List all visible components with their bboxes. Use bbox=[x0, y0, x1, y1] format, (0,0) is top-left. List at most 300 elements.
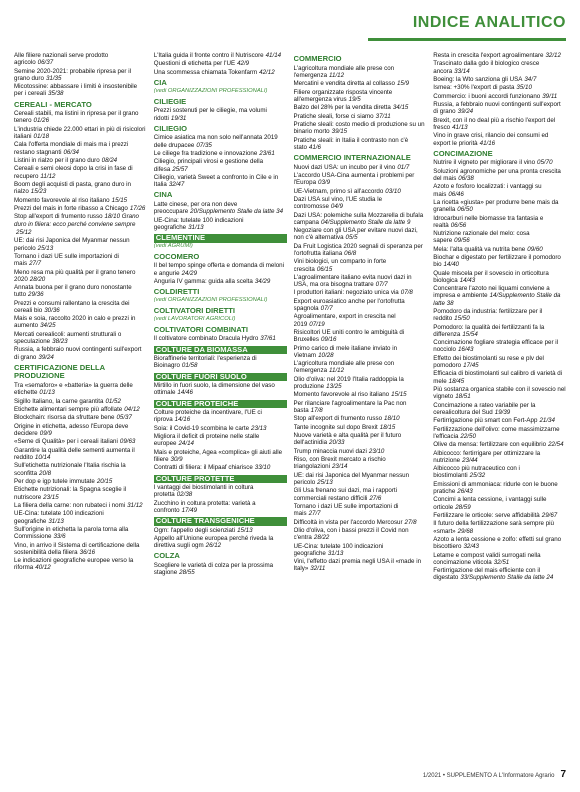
index-entry bbox=[433, 76, 566, 83]
entry-title: Mais e soia, raccolto 2020 in calo e prezzi in aumento bbox=[14, 315, 136, 330]
entry-title: Prezzi e consumi rallentano la crescita dei cereali bio bbox=[14, 299, 130, 314]
entry-title: L'agricoltura mondiale alle prese con l'emergenza bbox=[293, 360, 395, 375]
index-entry bbox=[294, 391, 427, 398]
index-entry bbox=[14, 237, 147, 251]
entry-page-ref: 14/16 bbox=[174, 416, 191, 424]
index-entry bbox=[433, 270, 566, 284]
section-title: CLEMENTINE bbox=[154, 234, 287, 243]
index-entry bbox=[433, 402, 566, 416]
index-entry bbox=[294, 456, 427, 470]
entry-page-ref: 01/7 bbox=[397, 163, 410, 171]
index-entry bbox=[294, 196, 427, 210]
entry-page-ref: 15/23 bbox=[30, 188, 47, 196]
index-entry bbox=[14, 331, 147, 345]
entry-page-ref: 17/8 bbox=[310, 407, 323, 415]
section-title: CINA bbox=[153, 190, 173, 200]
entry-page-ref: 01/18 bbox=[33, 132, 50, 140]
index-entry bbox=[433, 324, 566, 338]
entry-title: Trump minaccia nuovi dazi bbox=[293, 447, 367, 455]
entry-title: Alle filiere nazionali serve prodotto agricolo bbox=[14, 52, 109, 67]
index-entry bbox=[14, 423, 147, 437]
index-entry bbox=[14, 438, 147, 445]
entry-page-ref: 07/35 bbox=[196, 141, 212, 149]
index-entry bbox=[433, 308, 566, 322]
entry-page-ref: 15/13 bbox=[237, 526, 253, 534]
entry-page-ref: 24/14 bbox=[178, 440, 194, 448]
entry-page-ref: 18/45 bbox=[448, 377, 465, 385]
entry-title: Pomodoro da industria: fertilizzare per il reddito bbox=[433, 308, 543, 323]
entry-page-ref: 33/6 bbox=[53, 533, 66, 541]
section-title: CONCIMAZIONE bbox=[433, 148, 493, 158]
entry-title: Micotossine: abbassare i limiti è insostenibile per i cereali bbox=[14, 83, 138, 98]
entry-page-ref: 15/50 bbox=[454, 315, 470, 323]
entry-page-ref: 06/8 bbox=[344, 249, 357, 257]
entry-page-ref: 28/20 bbox=[29, 275, 46, 283]
index-entry bbox=[433, 117, 566, 131]
entry-page-ref: 32/51 bbox=[493, 558, 510, 566]
index-entry bbox=[14, 346, 147, 360]
index-entry bbox=[154, 150, 287, 157]
index-entry bbox=[154, 527, 287, 534]
entry-title: I produttori italiani: negoziato unica via bbox=[293, 289, 399, 297]
entry-title: Resta in crescita l'export agroalimentare bbox=[433, 52, 544, 59]
index-entry bbox=[154, 562, 287, 576]
index-section bbox=[433, 150, 566, 159]
entry-title: Sull'origine in etichetta la parola torna alla Commissione bbox=[14, 525, 129, 541]
entry-page-ref: 31/13 bbox=[327, 549, 344, 557]
index-entry bbox=[154, 60, 287, 67]
entry-page-ref: 18/10 Grano duro in filiera: ecco perché conviene sempre bbox=[14, 213, 139, 228]
entry-title: Bioraffinerie territoriali: l'esperienza di Bioinagro bbox=[153, 355, 257, 370]
entry-title: Migliora il deficit di proteine nelle stalle europee bbox=[153, 433, 260, 448]
entry-title: UE: dai risi Japonica del Myanmar nessun pericolo bbox=[293, 471, 410, 486]
entry-title: Cala l'offerta mondiale di mais ma i prezzi restano stagnanti bbox=[14, 141, 129, 156]
index-entry bbox=[14, 478, 147, 485]
entry-page-ref: 41/14 bbox=[265, 52, 282, 59]
index-section bbox=[154, 475, 287, 484]
index-section bbox=[154, 326, 287, 335]
entry-page-ref: 35/10 bbox=[516, 84, 532, 92]
entry-page-ref: 33/14 bbox=[454, 67, 470, 75]
index-entry bbox=[294, 188, 427, 195]
entry-page-ref: 07/7 bbox=[375, 281, 388, 289]
entry-title: Meno resa ma più qualità per il grano tenero 2020 bbox=[14, 268, 136, 283]
entry-page-ref: 29/36 bbox=[28, 291, 44, 299]
entry-page-ref: 34/29 bbox=[254, 277, 271, 285]
entry-title: Ciliegio, varietà Sweet a confronto in Cile e in Italia bbox=[153, 173, 279, 189]
entry-page-ref: 22/54 bbox=[548, 441, 564, 449]
index-entry bbox=[14, 68, 147, 82]
entry-title: Il bel tempo spinge offerta e domanda di meloni e angurie bbox=[153, 262, 284, 277]
entry-title: Effetto dei biostimolanti su rese e plv del pomodoro bbox=[433, 354, 544, 370]
entry-page-ref: 26/12 bbox=[205, 542, 222, 550]
section-see-also: (vedi ORGANIZZAZIONI PROFESSIONALI) bbox=[153, 87, 268, 94]
entry-page-ref: 34/7 bbox=[524, 75, 537, 83]
section-title: CIA bbox=[153, 77, 167, 87]
entry-title: L'agricoltura mondiale alle prese con l'emergenza bbox=[293, 64, 395, 79]
index-entry bbox=[154, 52, 287, 59]
index-entry bbox=[294, 65, 427, 79]
entry-title: Listini in rialzo per il grano duro bbox=[14, 156, 100, 164]
entry-title: Momento favorevole al riso italiano bbox=[14, 196, 110, 204]
index-entry bbox=[294, 121, 427, 135]
index-entry bbox=[294, 243, 427, 257]
index-entry bbox=[154, 262, 287, 276]
entry-title: Stop all'export di frumento russo bbox=[14, 213, 103, 221]
section-title: CILIEGIE bbox=[153, 96, 187, 106]
section-title: COMMERCIO bbox=[293, 54, 342, 63]
index-entry bbox=[433, 339, 566, 353]
entry-title: Gli Usa frenano sui dazi, ma i rapporti commerciali restano difficili bbox=[293, 487, 398, 502]
entry-title: Fertilizzare le orticole: serve affidabilità bbox=[433, 511, 540, 519]
entry-title: Prezzi del mais in forte ribasso a Chicago bbox=[14, 204, 128, 212]
entry-title: Filiere organizzate risposta vincente all'emergenza virus bbox=[293, 88, 393, 103]
index-column-4 bbox=[433, 52, 566, 760]
entry-title: Balzo del 28% per la vendita diretta bbox=[293, 104, 391, 112]
index-columns bbox=[14, 52, 566, 760]
index-entry bbox=[14, 398, 147, 405]
entry-title: Garantire la qualità delle sementi aumenta il reddito bbox=[14, 446, 135, 462]
entry-title: Pratiche sleali: in Italia il contrasto non c'è stato bbox=[293, 136, 409, 151]
entry-page-ref: 11/12 bbox=[329, 71, 345, 79]
entry-title: Pratiche sleali: costo medio di produzione su un binario morto bbox=[293, 120, 425, 136]
entry-page-ref: 25/32 bbox=[469, 472, 486, 480]
entry-page-ref: 18/51 bbox=[455, 393, 471, 401]
entry-title: Stop all'export di frumento russo bbox=[293, 415, 383, 423]
entry-title: Export euroasiatico anche per l'ortofrutta spagnola bbox=[293, 297, 405, 313]
index-entry bbox=[433, 441, 566, 448]
entry-page-ref: 23/44 bbox=[462, 456, 478, 464]
entry-page-ref: 06/15 bbox=[316, 265, 333, 273]
section-title: COLTIVATORI DIRETTI bbox=[153, 305, 236, 315]
entry-title: Semine 2020-2021: probabile ripresa per il grano duro bbox=[14, 67, 131, 82]
entry-title: Pratiche sleali, forse ci siamo bbox=[293, 112, 374, 120]
section-title: COLTIVATORI COMBINATI bbox=[153, 324, 248, 334]
index-entry bbox=[433, 450, 566, 464]
index-entry bbox=[14, 447, 147, 461]
entry-page-ref: 39/15 bbox=[331, 128, 348, 136]
entry-title: UE-Cina: tutelate 100 indicazioni geografiche bbox=[153, 216, 244, 231]
entry-title: Boeing: la Wto sanziona gli USA bbox=[433, 75, 523, 83]
section-see-also: (vedi LAVORATORI AGRICOLI) bbox=[153, 315, 236, 322]
entry-page-ref: 06/56 bbox=[450, 221, 467, 229]
entry-page-ref: 32/11 bbox=[310, 565, 326, 573]
entry-page-ref: 04/Supplemento Stalle da latte 9 bbox=[320, 218, 411, 226]
entry-page-ref: 25/57 bbox=[172, 165, 188, 173]
entry-title: Nutrizione razionale del melo: cosa sapere bbox=[433, 230, 530, 245]
entry-page-ref: 41/13 bbox=[452, 123, 468, 131]
entry-title: Da Fruit Logistica 2020 segnali di speranza per l'ortofrutta italiana bbox=[293, 242, 423, 257]
entry-page-ref: 06/50 bbox=[457, 206, 473, 214]
entry-page-ref: 39/24 bbox=[38, 353, 54, 361]
index-entry bbox=[154, 382, 287, 396]
index-entry bbox=[14, 229, 147, 236]
entry-page-ref: 13/25 bbox=[326, 383, 342, 391]
index-entry bbox=[154, 201, 287, 215]
entry-title: Idrocarburi nelle biomasse tra fantasia e realtà bbox=[433, 214, 544, 229]
entry-page-ref: 09/56 bbox=[454, 237, 470, 245]
index-entry bbox=[294, 424, 427, 431]
entry-title: Zucchino in coltura protetta: varietà a confronto bbox=[153, 499, 256, 514]
index-entry bbox=[433, 417, 566, 424]
index-entry bbox=[294, 400, 427, 414]
entry-page-ref: 31/12 bbox=[127, 501, 143, 509]
entry-title: Brexit, con il no deal più a rischio l'export del fresco bbox=[433, 116, 556, 131]
index-entry bbox=[294, 227, 427, 241]
entry-title: Scegliere le varietà di colza per la prossima stagione bbox=[153, 562, 274, 577]
index-entry bbox=[14, 542, 147, 556]
entry-title: Efficacia di biostimolanti sul calibro di varietà di mele bbox=[433, 370, 563, 385]
entry-title: Vino in grave crisi, rilancio dei consumi ed export le priorità bbox=[433, 132, 549, 147]
entry-page-ref: 20/Supplemento Stalle da latte 34 bbox=[190, 208, 284, 216]
entry-page-ref: 04/9 bbox=[330, 203, 343, 211]
entry-page-ref: 01/52 bbox=[105, 397, 121, 405]
index-entry bbox=[14, 486, 147, 500]
index-entry bbox=[294, 360, 427, 374]
index-entry bbox=[433, 465, 566, 479]
entry-title: Anguria IV gamma: guida alla scelta bbox=[153, 277, 253, 285]
entry-page-ref: 28/22 bbox=[313, 534, 330, 542]
entry-page-ref: 05/70 bbox=[537, 159, 553, 167]
index-entry bbox=[433, 52, 566, 59]
entry-title: Vini biologici, un comparto in forte crescita bbox=[293, 258, 387, 273]
entry-page-ref: 32/12 bbox=[545, 52, 561, 59]
entry-page-ref: 23/15 bbox=[43, 493, 59, 501]
index-entry bbox=[294, 212, 427, 226]
entry-title: Le ciliege fra tradizione e innovazione bbox=[153, 149, 258, 157]
entry-page-ref: 30/9 bbox=[170, 455, 183, 463]
index-entry bbox=[294, 472, 427, 486]
entry-title: Concimi a lenta cessione, i vantaggi sulle orticole bbox=[433, 496, 547, 511]
entry-page-ref: 27/6 bbox=[369, 494, 382, 502]
index-column-2 bbox=[154, 52, 287, 760]
entry-title: Fertirrigazione del mais efficiente con il digestato bbox=[433, 567, 541, 582]
index-entry bbox=[14, 269, 147, 283]
index-entry bbox=[433, 230, 566, 244]
index-entry bbox=[294, 329, 427, 343]
section-see-also: (vedi ORGANIZZAZIONI PROFESSIONALI) bbox=[153, 296, 268, 303]
entry-page-ref: 08/24 bbox=[101, 156, 118, 164]
entry-page-ref: 09/63 bbox=[119, 438, 136, 446]
index-entry bbox=[14, 157, 147, 164]
index-section bbox=[154, 191, 287, 200]
entry-title: Concentrare l'azoto nei liquami conviene a impresa e ambiente bbox=[433, 285, 550, 300]
index-section bbox=[294, 55, 427, 64]
entry-page-ref: 14/40 bbox=[443, 261, 459, 269]
index-entry bbox=[433, 426, 566, 440]
entry-page-ref: 26/43 bbox=[457, 488, 473, 495]
entry-title: Soia: il Covid-19 scombina le carte bbox=[153, 424, 250, 432]
index-entry bbox=[294, 164, 427, 171]
section-title: COLTURE DA BIOMASSA bbox=[154, 346, 287, 355]
index-entry bbox=[433, 512, 566, 519]
index-entry bbox=[14, 52, 147, 66]
entry-title: Prezzi sostenuti per le ciliegie, ma volumi ridotti bbox=[153, 107, 267, 122]
entry-page-ref: 06/34 bbox=[63, 148, 79, 156]
entry-page-ref: 34/25 bbox=[40, 322, 56, 330]
entry-title: Ogm: l'appello degli scienziati bbox=[153, 526, 236, 534]
index-section bbox=[154, 552, 287, 561]
entry-page-ref: 28/59 bbox=[455, 503, 471, 511]
index-entry bbox=[14, 414, 147, 421]
entry-title: Mercati cerealicoli: aumenti strutturali o speculazione bbox=[14, 330, 122, 346]
entry-page-ref: 37/61 bbox=[260, 335, 276, 343]
entry-title: Momento favorevole al riso italiano bbox=[293, 391, 390, 399]
index-section bbox=[154, 346, 287, 355]
entry-title: Fertilizzazione dell'olivo: come massimizzarne l'efficacia bbox=[433, 425, 560, 440]
index-entry bbox=[154, 69, 287, 76]
index-entry bbox=[433, 84, 566, 91]
index-section bbox=[154, 79, 287, 95]
index-entry bbox=[294, 89, 427, 103]
entry-title: Olive da mensa: fertilizzare con equilibrio bbox=[433, 441, 547, 449]
entry-title: Mela: l'alta qualità va nutrita bene bbox=[433, 245, 526, 253]
entry-page-ref: 11/12 bbox=[40, 172, 56, 180]
index-entry bbox=[154, 425, 287, 432]
entry-title: Tornano i dazi UE sulle importazioni di mais bbox=[293, 502, 399, 518]
entry-title: Nutrire il vigneto per migliorare il vino bbox=[433, 159, 536, 167]
page-footer bbox=[423, 769, 566, 780]
entry-title: Dazi USA sul vino, l'UE studia le contromosse bbox=[293, 195, 383, 211]
index-entry bbox=[294, 289, 427, 296]
entry-title: Concimazione fogliare strategia efficace per il nocciolo bbox=[433, 339, 558, 354]
index-entry bbox=[14, 315, 147, 329]
entry-page-ref: 21/34 bbox=[539, 417, 555, 425]
index-entry bbox=[14, 110, 147, 124]
index-entry bbox=[294, 113, 427, 120]
index-entry bbox=[433, 386, 566, 400]
index-entry bbox=[433, 132, 566, 146]
index-entry bbox=[294, 487, 427, 501]
index-entry bbox=[433, 168, 566, 182]
entry-page-ref: 25/12 bbox=[16, 228, 32, 236]
index-entry bbox=[433, 496, 566, 510]
entry-title: Più sostanza organica stabile con il sovescio nel vigneto bbox=[433, 386, 566, 401]
entry-title: La ricetta «giusta» per produrre bene mais da granella bbox=[433, 198, 559, 214]
index-entry bbox=[294, 543, 427, 557]
entry-title: Albicocco più nutraceutico con i biostimolanti bbox=[433, 465, 520, 480]
entry-page-ref: 32/43 bbox=[463, 543, 479, 551]
index-entry bbox=[14, 406, 147, 413]
index-entry bbox=[294, 376, 427, 390]
entry-title: Azoto a lenta cessione e zolfo: effetti sul grano biscottiero bbox=[433, 535, 562, 551]
entry-page-ref: 10/28 bbox=[318, 351, 334, 359]
entry-title: Tante incognite sul dopo Brexit bbox=[293, 423, 378, 431]
index-section bbox=[154, 253, 287, 262]
entry-title: Una scommessa chiamata Tokenfarm bbox=[153, 68, 258, 76]
entry-title: UE-Cina: tutelate 100 indicazioni geografiche bbox=[293, 542, 384, 557]
index-entry bbox=[14, 205, 147, 212]
entry-title: Le indicazioni geografiche europee verso la riforma bbox=[14, 557, 134, 572]
entry-page-ref: 25/13 bbox=[37, 244, 54, 252]
index-section bbox=[154, 125, 287, 134]
section-title: CEREALI - MERCATO bbox=[14, 99, 92, 109]
entry-page-ref: 01/58 bbox=[181, 362, 198, 370]
entry-page-ref: 09/16 bbox=[320, 336, 337, 344]
index-entry bbox=[294, 80, 427, 87]
entry-page-ref: 09/60 bbox=[527, 245, 543, 253]
index-entry bbox=[294, 558, 427, 572]
index-entry bbox=[154, 174, 287, 188]
index-entry bbox=[294, 172, 427, 186]
entry-page-ref: 30/36 bbox=[44, 306, 60, 314]
index-entry bbox=[294, 415, 427, 422]
section-title: COCOMERO bbox=[153, 251, 200, 261]
index-entry bbox=[154, 409, 287, 423]
entry-page-ref: 27/8 bbox=[404, 518, 417, 526]
entry-title: L'agroalimentare italiano evita nuovi dazi in USA, ma ora bisogna trattare bbox=[293, 273, 412, 289]
entry-page-ref: 19/39 bbox=[494, 408, 511, 416]
entry-page-ref: 15/54 bbox=[462, 330, 478, 338]
entry-title: Quale miscela per il sovescio in orticoltura biologica bbox=[433, 269, 549, 284]
entry-title: Etichette nutrizionali: la Spagna sceglie il nutriscore bbox=[14, 486, 127, 501]
entry-page-ref: 06/37 bbox=[37, 59, 54, 67]
entry-title: Questioni di etichetta per l'UE bbox=[153, 60, 236, 68]
index-section bbox=[154, 373, 287, 382]
entry-title: Blockchain: risorsa da sfruttare bene bbox=[14, 414, 115, 422]
index-entry bbox=[14, 557, 147, 571]
entry-page-ref: 19/31 bbox=[170, 114, 187, 122]
section-title: COLTURE FUORI SUOLO bbox=[154, 373, 287, 382]
entry-title: Vini, l'effetto dazi premia negli USA il «made in Italy» bbox=[293, 558, 422, 573]
index-entry bbox=[14, 141, 147, 155]
entry-page-ref: 31/35 bbox=[45, 74, 62, 82]
entry-title: UE-Cina: tutelate 100 indicazioni geografiche bbox=[14, 510, 104, 525]
index-entry bbox=[433, 520, 566, 534]
index-entry bbox=[433, 536, 566, 550]
entry-page-ref: 31/13 bbox=[48, 517, 64, 525]
index-entry bbox=[154, 464, 287, 471]
entry-title: Etichette alimentari sempre più affollate bbox=[14, 406, 123, 414]
entry-title: Riso, con Brexit mercato a rischio triangolazioni bbox=[293, 456, 386, 471]
index-entry bbox=[14, 165, 147, 179]
entry-page-ref: 42/9 bbox=[237, 60, 250, 68]
entry-page-ref: 01/13 bbox=[39, 389, 55, 397]
entry-page-ref: 33/10 bbox=[254, 464, 271, 472]
entry-title: L'accordo USA-Cina aumenta i problemi per l'Europa bbox=[293, 171, 415, 187]
page-header bbox=[0, 8, 580, 48]
index-entry bbox=[433, 60, 566, 74]
entry-title: L'Italia guida il fronte contro il Nutriscore bbox=[153, 52, 264, 59]
entry-page-ref: 28/55 bbox=[179, 569, 195, 577]
entry-title: Olio d'oliva: nel 2019 l'Italia raddoppia la produzione bbox=[293, 375, 404, 391]
entry-title: Ismea: +30% l'export di pasta bbox=[433, 84, 515, 92]
index-entry bbox=[433, 285, 566, 307]
entry-page-ref: 33/Supplemento Stalle da latte 24 bbox=[460, 574, 554, 582]
index-section bbox=[154, 517, 287, 526]
index-section bbox=[154, 288, 287, 304]
index-entry bbox=[154, 449, 287, 463]
index-entry bbox=[14, 502, 147, 509]
entry-page-ref: 14/43 bbox=[459, 276, 476, 284]
index-entry bbox=[154, 355, 287, 369]
index-entry bbox=[154, 278, 287, 285]
entry-page-ref: 20/15 bbox=[96, 478, 113, 485]
index-entry bbox=[154, 158, 287, 172]
entry-page-ref: 17/26 bbox=[129, 204, 146, 212]
entry-title: I vantaggi dei biostimolanti in coltura protetta bbox=[153, 484, 254, 499]
entry-title: UE: dai risi Japonica del Myanmar nessun pericolo bbox=[14, 237, 130, 252]
entry-title: Fertirrigazione più smart con Fert-App bbox=[433, 417, 538, 425]
section-see-also: (vedi AGRUMI) bbox=[153, 242, 193, 249]
entry-page-ref: 18/15 bbox=[379, 423, 396, 431]
index-entry bbox=[294, 519, 427, 526]
entry-page-ref: 39/24 bbox=[457, 108, 474, 116]
entry-title: Cimice asiatica ma non solo nell'annata 2019 delle drupacee bbox=[153, 134, 278, 149]
entry-title: Azoto e fosforo localizzati: i vantaggi su mais bbox=[433, 183, 542, 198]
index-entry bbox=[294, 258, 427, 272]
entry-title: Tornano i dazi UE sulle importazioni di mais bbox=[14, 252, 119, 268]
